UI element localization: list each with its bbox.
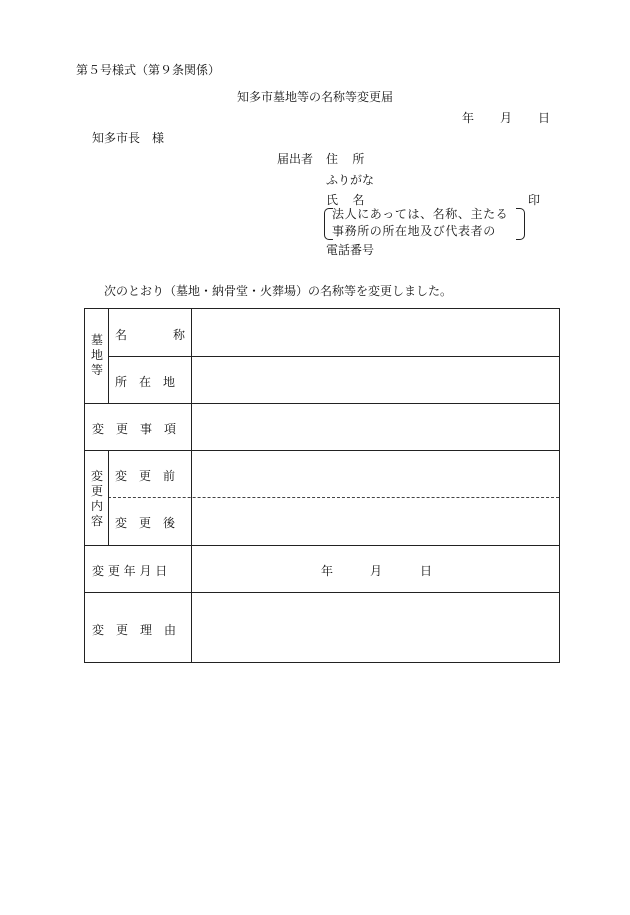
change-item-label: 変 更 事 項 (92, 422, 177, 436)
date-month-label: 月 (500, 111, 513, 125)
document-title: 知多市墓地等の名称等変更届 (236, 90, 393, 104)
location-label: 所 在 地 (115, 375, 176, 389)
before-label: 変 更 前 (115, 469, 176, 483)
cemetery-name-label-1: 名 (115, 328, 128, 342)
name-label: 氏名 (326, 193, 379, 207)
date-day-label: 日 (538, 111, 551, 125)
row-divider (85, 403, 559, 404)
cemetery-name-label-2: 称 (173, 328, 186, 342)
col-divider (191, 309, 192, 662)
row-divider-dashed (108, 497, 559, 498)
row-divider (85, 545, 559, 546)
change-date-year: 年 (321, 564, 334, 578)
furigana-label: ふりがな (326, 173, 375, 187)
row-divider (108, 356, 559, 357)
change-date-day: 日 (420, 564, 433, 578)
after-label: 変 更 後 (115, 516, 176, 530)
change-content-group-label: 変更内容 (90, 469, 103, 528)
change-date-month: 月 (370, 564, 383, 578)
right-bracket (516, 208, 525, 240)
address-label: 住所 (326, 152, 379, 166)
row-divider (85, 592, 559, 593)
col-divider (108, 309, 109, 403)
phone-label: 電話番号 (326, 243, 375, 257)
change-date-label: 変 更 年 月 日 (92, 564, 168, 578)
notifier-label: 届出者 (277, 152, 314, 166)
addressee: 知多市長 様 (92, 131, 165, 145)
corporation-note-text: 法人にあっては、名称、主たる事務所の所在地及び代表者の (332, 207, 509, 238)
cemetery-group-label: 墓地等 (90, 333, 103, 377)
col-divider (108, 450, 109, 545)
date-year-label: 年 (462, 111, 475, 125)
form-number: 第５号様式（第９条関係） (76, 63, 221, 77)
seal-mark: 印 (528, 193, 541, 207)
reason-label: 変 更 理 由 (92, 623, 177, 637)
change-form-table (84, 308, 560, 663)
row-divider (85, 450, 559, 451)
statement-text: 次のとおり（墓地・納骨堂・火葬場）の名称等を変更しました。 (104, 284, 453, 298)
